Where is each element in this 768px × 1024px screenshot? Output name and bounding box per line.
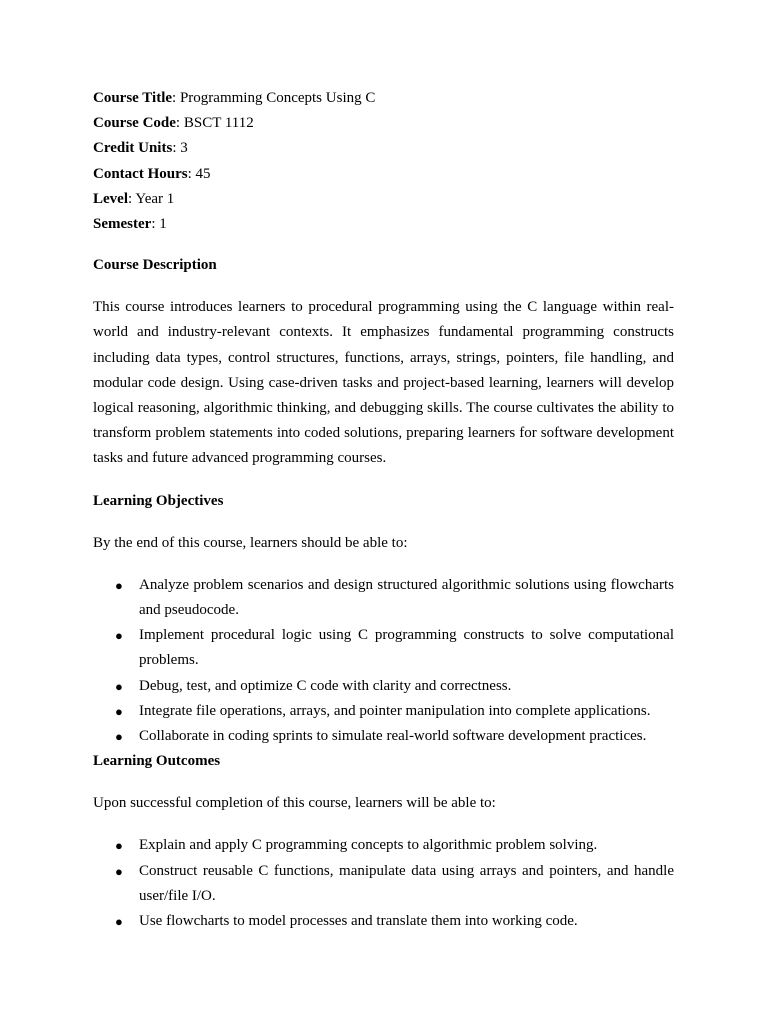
document-page	[93, 86, 674, 934]
learning-objectives-heading: Learning Objectives	[93, 492, 224, 509]
learning-outcomes-heading: Learning Outcomes	[93, 753, 221, 770]
contact-hours-line: Contact Hours: 45	[93, 165, 211, 182]
list-item: ● Collaborate in coding sprints to simulate real-world software development practices.	[93, 724, 674, 749]
list-item: ● Analyze problem scenarios and design structured algorithmic solutions using flowcharts and pseudocode.	[93, 573, 674, 623]
bullet-icon: ●	[115, 703, 123, 719]
learning-objectives-intro: By the end of this course, learners should be able to:	[93, 534, 408, 551]
level-line: Level: Year 1	[93, 190, 175, 207]
credit-units-value: 3	[180, 140, 188, 157]
learning-objectives-list	[93, 573, 674, 749]
list-item: ● Implement procedural logic using C programming constructs to solve computational problems.	[93, 623, 674, 673]
learning-outcomes-list	[93, 833, 674, 934]
bullet-icon: ●	[115, 838, 123, 854]
course-description-heading: Course Description	[93, 257, 217, 274]
contact-hours-label: Contact Hours	[93, 165, 188, 182]
learning-outcomes-intro: Upon successful completion of this course, learners will be able to:	[93, 795, 496, 812]
course-title-line: Course Title: Programming Concepts Using C	[93, 90, 376, 106]
course-code-label: Course Code	[93, 115, 176, 132]
bullet-icon: ●	[115, 577, 123, 593]
semester-line: Semester: 1	[93, 215, 167, 232]
bullet-icon: ●	[115, 628, 123, 644]
list-item: ● Explain and apply C programming concepts to algorithmic problem solving.	[93, 833, 674, 858]
list-item: ● Use flowcharts to model processes and translate them into working code.	[93, 909, 674, 934]
course-code-line: Course Code: BSCT 1112	[93, 115, 254, 132]
bullet-icon: ●	[115, 913, 123, 929]
bullet-icon: ●	[115, 728, 123, 744]
list-item: ● Debug, test, and optimize C code with clarity and correctness.	[93, 674, 674, 699]
semester-value: 1	[159, 215, 167, 232]
bullet-icon: ●	[115, 863, 123, 879]
level-value: Year 1	[135, 190, 175, 207]
bullet-icon: ●	[115, 678, 123, 694]
level-label: Level	[93, 190, 128, 207]
credit-units-line: Credit Units: 3	[93, 140, 188, 157]
list-item: ● Integrate file operations, arrays, and pointer manipulation into complete applications.	[93, 699, 674, 724]
course-title-value: Programming Concepts Using C	[179, 90, 376, 106]
semester-label: Semester	[93, 215, 152, 232]
credit-units-label: Credit Units	[93, 140, 173, 157]
course-title-label: Course Title	[93, 90, 173, 106]
list-item: ● Construct reusable C functions, manipulate data using arrays and pointers, and handle user/file I/O.	[93, 859, 674, 909]
course-description-text: This course introduces learners to procedural programming using the C language within real-world and industry-relevant contexts. It emphasizes fundamental programming constructs including data types, control structures, functions, arrays, strings, pointers, file handling, and modular code design. Using case-driven tasks and project-based learning, learners will develop logical reasoning, algorithmic thinking, and debugging skills. The course cultivates the ability to transform problem statements into coded solutions, preparing learners for software development tasks and future advanced programming courses.	[93, 299, 674, 467]
course-code-value: BSCT 1112	[183, 115, 254, 132]
contact-hours-value: 45	[195, 165, 211, 182]
